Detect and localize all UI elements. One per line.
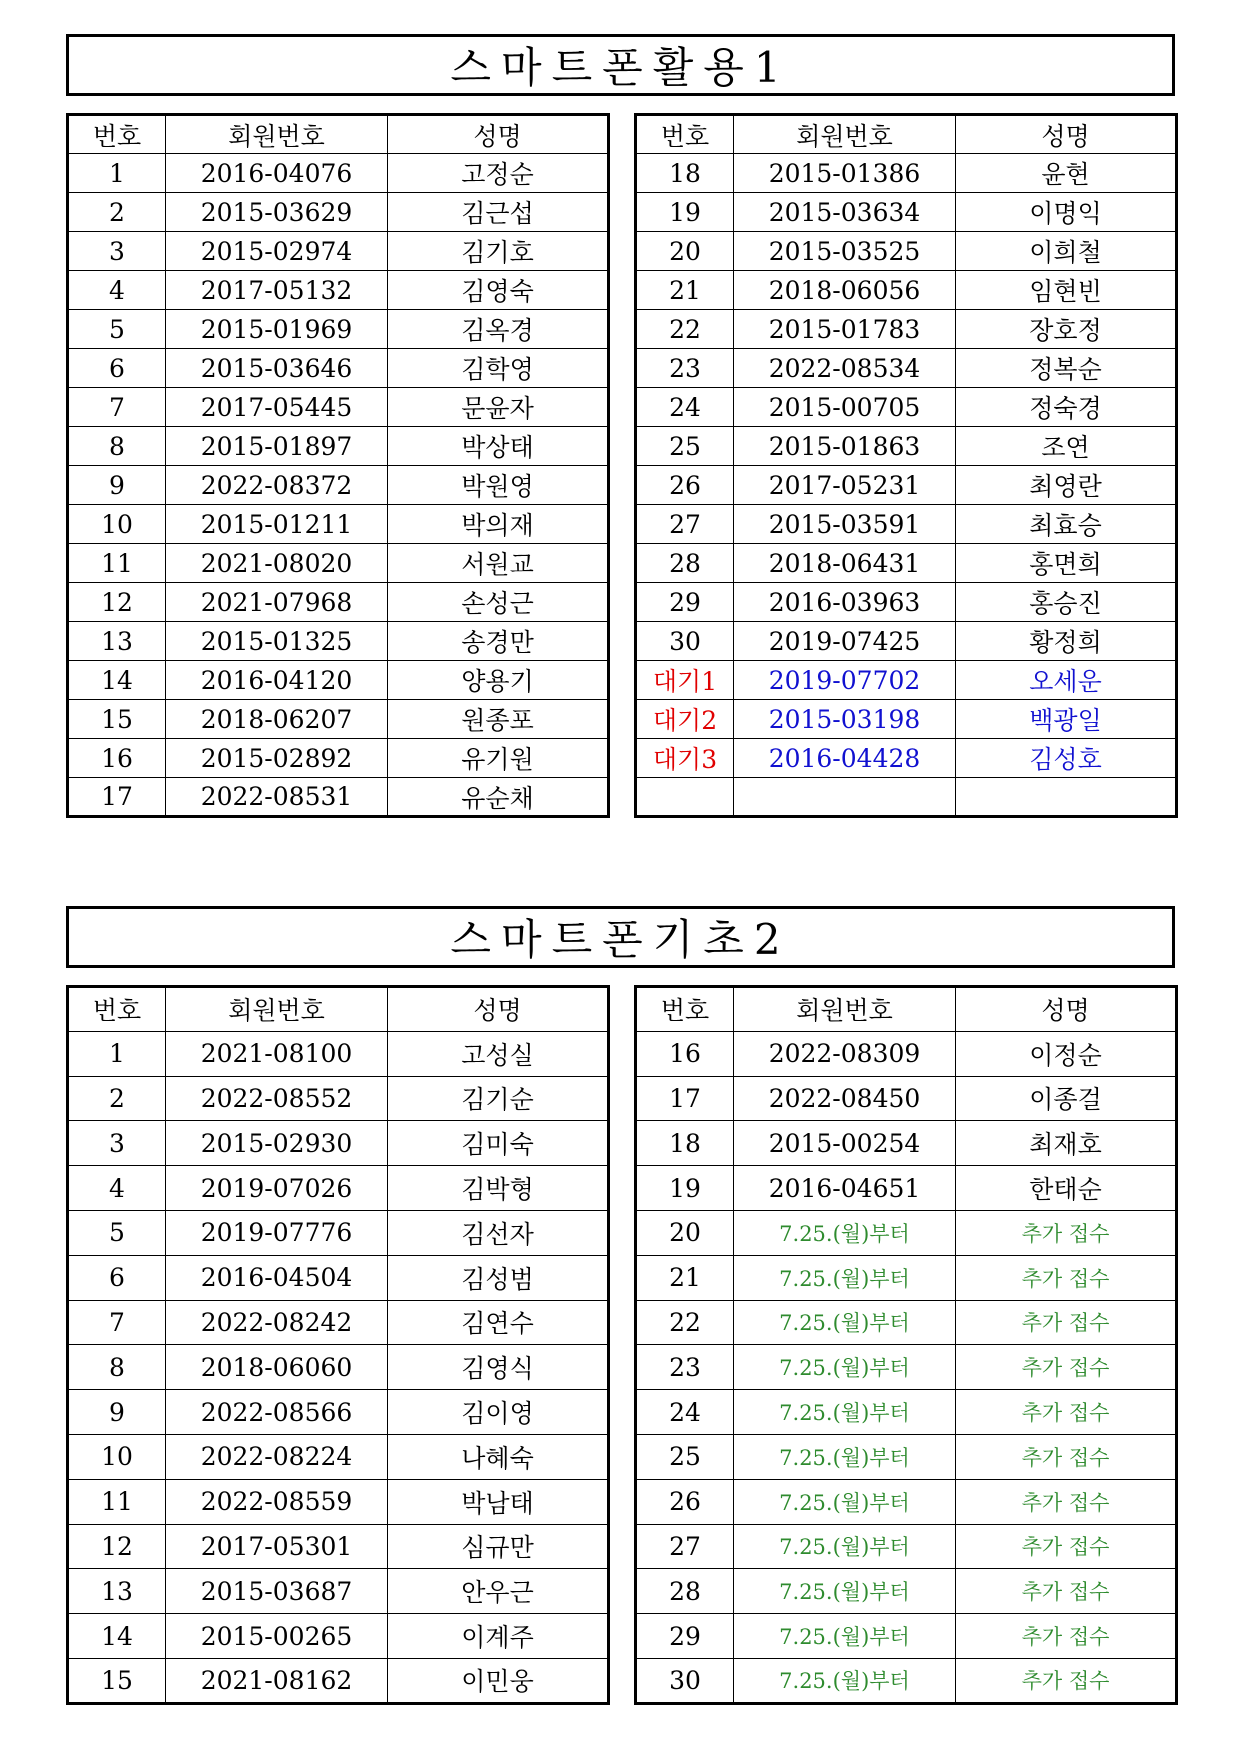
cell-name: 정숙경: [956, 388, 1177, 427]
table-row: [636, 193, 1177, 232]
cell-name: 황정희: [956, 622, 1177, 661]
cell-number: 21: [636, 271, 734, 310]
cell-name: 추가 접수: [956, 1614, 1177, 1659]
cell-name: 박남태: [388, 1479, 609, 1524]
cell-name: 추가 접수: [956, 1255, 1177, 1300]
cell-name: 추가 접수: [956, 1569, 1177, 1614]
cell-member-id: 2018-06431: [734, 544, 956, 583]
table-row: [68, 349, 609, 388]
cell-member-id: 2022-08531: [166, 778, 388, 817]
cell-name: 백광일: [956, 700, 1177, 739]
cell-number: 6: [68, 1255, 166, 1300]
cell-name: 추가 접수: [956, 1434, 1177, 1479]
cell-member-id: 7.25.(월)부터: [734, 1569, 956, 1614]
cell-number: 7: [68, 1300, 166, 1345]
cell-member-id: 7.25.(월)부터: [734, 1524, 956, 1569]
cell-member-id: [734, 778, 956, 817]
table-row: [68, 778, 609, 817]
cell-name: 양용기: [388, 661, 609, 700]
cell-number: 16: [68, 739, 166, 778]
table-row: [636, 700, 1177, 739]
cell-member-id: 2022-08534: [734, 349, 956, 388]
cell-member-id: 7.25.(월)부터: [734, 1345, 956, 1390]
cell-number: 18: [636, 1121, 734, 1166]
header-number: 번호: [636, 115, 734, 154]
cell-number: 5: [68, 310, 166, 349]
cell-name: 김기호: [388, 232, 609, 271]
cell-number: 21: [636, 1255, 734, 1300]
table-row: [636, 1031, 1177, 1076]
table-row: [68, 661, 609, 700]
section2-title: 스마트폰기초2: [66, 906, 1175, 968]
cell-member-id: 7.25.(월)부터: [734, 1390, 956, 1435]
cell-number: 2: [68, 193, 166, 232]
table-row: [68, 739, 609, 778]
table-row: [68, 310, 609, 349]
cell-number: 26: [636, 1479, 734, 1524]
cell-number: 13: [68, 622, 166, 661]
cell-name: 홍승진: [956, 583, 1177, 622]
table-row: [636, 778, 1177, 817]
table-row: [68, 505, 609, 544]
table-row: [68, 544, 609, 583]
table-row: [68, 466, 609, 505]
cell-member-id: 7.25.(월)부터: [734, 1300, 956, 1345]
cell-member-id: 2021-08020: [166, 544, 388, 583]
cell-name: 김이영: [388, 1390, 609, 1435]
table-row: [636, 1479, 1177, 1524]
table-row: [68, 1031, 609, 1076]
table-header-row: [636, 115, 1177, 154]
table-row: [636, 1076, 1177, 1121]
cell-number: 30: [636, 622, 734, 661]
table-row: [636, 232, 1177, 271]
cell-name: 이계주: [388, 1614, 609, 1659]
header-name: 성명: [388, 115, 609, 154]
cell-number: 26: [636, 466, 734, 505]
table-row: [636, 1658, 1177, 1703]
table-row: [636, 310, 1177, 349]
table-row: [636, 154, 1177, 193]
cell-member-id: 2015-00705: [734, 388, 956, 427]
table-row: [636, 349, 1177, 388]
cell-number: 28: [636, 1569, 734, 1614]
cell-member-id: 2015-01863: [734, 427, 956, 466]
table-row: [68, 193, 609, 232]
table-row: [636, 1345, 1177, 1390]
table-row: [68, 1524, 609, 1569]
cell-member-id: 2015-01969: [166, 310, 388, 349]
table-row: [636, 1300, 1177, 1345]
section2-left-table: [66, 985, 610, 1705]
cell-name: 김성범: [388, 1255, 609, 1300]
cell-member-id: 2022-08242: [166, 1300, 388, 1345]
cell-number: 7: [68, 388, 166, 427]
table-row: [68, 1210, 609, 1255]
table-row: [636, 466, 1177, 505]
table-row: [68, 1434, 609, 1479]
table-row: [68, 1121, 609, 1166]
cell-number: 19: [636, 1166, 734, 1211]
table-row: [636, 583, 1177, 622]
header-member-id: 회원번호: [166, 987, 388, 1032]
cell-member-id: 2015-02974: [166, 232, 388, 271]
table-row: [636, 505, 1177, 544]
cell-member-id: 7.25.(월)부터: [734, 1434, 956, 1479]
table-row: [636, 1121, 1177, 1166]
cell-name: 나혜숙: [388, 1434, 609, 1479]
header-name: 성명: [388, 987, 609, 1032]
table-row: [636, 544, 1177, 583]
cell-name: 최영란: [956, 466, 1177, 505]
cell-member-id: 2022-08372: [166, 466, 388, 505]
table-row: [636, 1614, 1177, 1659]
cell-name: 한태순: [956, 1166, 1177, 1211]
cell-number: 17: [636, 1076, 734, 1121]
cell-name: 오세운: [956, 661, 1177, 700]
section1-left-table: [66, 113, 610, 818]
cell-number: 9: [68, 466, 166, 505]
cell-number: 20: [636, 232, 734, 271]
cell-name: 추가 접수: [956, 1524, 1177, 1569]
cell-name: 고정순: [388, 154, 609, 193]
cell-name: 김영식: [388, 1345, 609, 1390]
cell-number: 4: [68, 1166, 166, 1211]
cell-number: 8: [68, 427, 166, 466]
header-member-id: 회원번호: [166, 115, 388, 154]
cell-member-id: 7.25.(월)부터: [734, 1479, 956, 1524]
cell-name: 손성근: [388, 583, 609, 622]
cell-number: 9: [68, 1390, 166, 1435]
table-row: [68, 1345, 609, 1390]
cell-member-id: 2022-08566: [166, 1390, 388, 1435]
cell-number: 2: [68, 1076, 166, 1121]
cell-number: 25: [636, 427, 734, 466]
cell-name: 정복순: [956, 349, 1177, 388]
cell-number: 30: [636, 1658, 734, 1703]
cell-number: 8: [68, 1345, 166, 1390]
cell-number: 25: [636, 1434, 734, 1479]
table-row: [636, 427, 1177, 466]
cell-number: 1: [68, 1031, 166, 1076]
cell-member-id: 2015-02930: [166, 1121, 388, 1166]
table-row: [636, 1255, 1177, 1300]
cell-member-id: 2016-04076: [166, 154, 388, 193]
table-row: [68, 271, 609, 310]
cell-name: 이종걸: [956, 1076, 1177, 1121]
cell-name: 추가 접수: [956, 1658, 1177, 1703]
cell-member-id: 2015-03687: [166, 1569, 388, 1614]
table-row: [636, 388, 1177, 427]
cell-number: 27: [636, 1524, 734, 1569]
cell-name: 김미숙: [388, 1121, 609, 1166]
table-row: [68, 1076, 609, 1121]
cell-member-id: 2015-01386: [734, 154, 956, 193]
table-row: [68, 1300, 609, 1345]
cell-name: 유기원: [388, 739, 609, 778]
cell-member-id: 2015-00265: [166, 1614, 388, 1659]
cell-number: 17: [68, 778, 166, 817]
cell-member-id: 2016-03963: [734, 583, 956, 622]
cell-number: 22: [636, 1300, 734, 1345]
cell-number: 16: [636, 1031, 734, 1076]
section1-right-table: [634, 113, 1178, 818]
cell-member-id: 7.25.(월)부터: [734, 1614, 956, 1659]
cell-name: 김옥경: [388, 310, 609, 349]
table-row: [68, 1569, 609, 1614]
section1-title: 스마트폰활용1: [66, 34, 1175, 96]
cell-member-id: 2015-00254: [734, 1121, 956, 1166]
cell-number: 19: [636, 193, 734, 232]
cell-number: 23: [636, 349, 734, 388]
cell-name: 김연수: [388, 1300, 609, 1345]
table-row: [68, 232, 609, 271]
header-name: 성명: [956, 987, 1177, 1032]
table-row: [68, 1614, 609, 1659]
header-member-id: 회원번호: [734, 115, 956, 154]
header-number: 번호: [68, 987, 166, 1032]
cell-name: 서원교: [388, 544, 609, 583]
cell-name: 김성호: [956, 739, 1177, 778]
cell-number: 4: [68, 271, 166, 310]
cell-name: 김영숙: [388, 271, 609, 310]
cell-member-id: 2021-08162: [166, 1658, 388, 1703]
cell-member-id: 2019-07425: [734, 622, 956, 661]
header-member-id: 회원번호: [734, 987, 956, 1032]
table-row: [68, 1479, 609, 1524]
table-row: [68, 1255, 609, 1300]
cell-member-id: 2015-01325: [166, 622, 388, 661]
header-name: 성명: [956, 115, 1177, 154]
cell-number: 6: [68, 349, 166, 388]
cell-member-id: 2015-01783: [734, 310, 956, 349]
table-row: [636, 1569, 1177, 1614]
table-row: [68, 154, 609, 193]
cell-member-id: 2015-03591: [734, 505, 956, 544]
cell-number: 24: [636, 388, 734, 427]
cell-number: 20: [636, 1210, 734, 1255]
cell-name: 이정순: [956, 1031, 1177, 1076]
cell-number: 5: [68, 1210, 166, 1255]
table-row: [636, 1524, 1177, 1569]
cell-name: 최효승: [956, 505, 1177, 544]
cell-name: 김선자: [388, 1210, 609, 1255]
table-row: [636, 1434, 1177, 1479]
table-row: [636, 271, 1177, 310]
cell-member-id: 2019-07776: [166, 1210, 388, 1255]
cell-name: 김박형: [388, 1166, 609, 1211]
cell-number: 대기1: [636, 661, 734, 700]
cell-number: [636, 778, 734, 817]
cell-name: 추가 접수: [956, 1210, 1177, 1255]
cell-number: 14: [68, 661, 166, 700]
cell-name: 김근섭: [388, 193, 609, 232]
cell-name: 원종포: [388, 700, 609, 739]
cell-member-id: 2017-05445: [166, 388, 388, 427]
cell-number: 대기2: [636, 700, 734, 739]
cell-member-id: 2016-04428: [734, 739, 956, 778]
cell-member-id: 2015-02892: [166, 739, 388, 778]
cell-name: 고성실: [388, 1031, 609, 1076]
cell-name: 이희철: [956, 232, 1177, 271]
table-row: [68, 700, 609, 739]
cell-number: 13: [68, 1569, 166, 1614]
table-row: [68, 1390, 609, 1435]
cell-member-id: 2017-05301: [166, 1524, 388, 1569]
cell-number: 12: [68, 583, 166, 622]
cell-name: 안우근: [388, 1569, 609, 1614]
cell-number: 18: [636, 154, 734, 193]
cell-name: 추가 접수: [956, 1300, 1177, 1345]
cell-member-id: 7.25.(월)부터: [734, 1210, 956, 1255]
table-row: [68, 427, 609, 466]
cell-member-id: 2017-05132: [166, 271, 388, 310]
cell-name: 윤현: [956, 154, 1177, 193]
cell-number: 29: [636, 583, 734, 622]
cell-member-id: 2021-07968: [166, 583, 388, 622]
cell-member-id: 2022-08552: [166, 1076, 388, 1121]
table-row: [68, 583, 609, 622]
table-row: [636, 739, 1177, 778]
cell-member-id: 2015-03646: [166, 349, 388, 388]
table-row: [636, 661, 1177, 700]
cell-name: 임현빈: [956, 271, 1177, 310]
header-number: 번호: [68, 115, 166, 154]
cell-number: 10: [68, 505, 166, 544]
cell-member-id: 2019-07702: [734, 661, 956, 700]
cell-number: 3: [68, 1121, 166, 1166]
cell-number: 15: [68, 700, 166, 739]
table-row: [636, 1166, 1177, 1211]
cell-number: 23: [636, 1345, 734, 1390]
cell-member-id: 2018-06060: [166, 1345, 388, 1390]
cell-number: 11: [68, 544, 166, 583]
table-row: [636, 1390, 1177, 1435]
cell-member-id: 2015-01211: [166, 505, 388, 544]
cell-number: 15: [68, 1658, 166, 1703]
cell-name: 박원영: [388, 466, 609, 505]
cell-member-id: 2015-03634: [734, 193, 956, 232]
cell-number: 24: [636, 1390, 734, 1435]
cell-number: 27: [636, 505, 734, 544]
cell-name: [956, 778, 1177, 817]
table-header-row: [68, 987, 609, 1032]
table-row: [636, 1210, 1177, 1255]
cell-name: 조연: [956, 427, 1177, 466]
header-number: 번호: [636, 987, 734, 1032]
table-row: [68, 622, 609, 661]
cell-member-id: 2022-08559: [166, 1479, 388, 1524]
section2-right-table: [634, 985, 1178, 1705]
cell-member-id: 2015-03198: [734, 700, 956, 739]
cell-member-id: 2016-04651: [734, 1166, 956, 1211]
cell-name: 홍면희: [956, 544, 1177, 583]
table-header-row: [636, 987, 1177, 1032]
cell-member-id: 2016-04504: [166, 1255, 388, 1300]
cell-member-id: 2021-08100: [166, 1031, 388, 1076]
cell-number: 28: [636, 544, 734, 583]
cell-number: 1: [68, 154, 166, 193]
cell-member-id: 2022-08309: [734, 1031, 956, 1076]
cell-number: 대기3: [636, 739, 734, 778]
cell-number: 10: [68, 1434, 166, 1479]
cell-member-id: 2017-05231: [734, 466, 956, 505]
cell-number: 3: [68, 232, 166, 271]
cell-number: 14: [68, 1614, 166, 1659]
cell-name: 박상태: [388, 427, 609, 466]
table-row: [68, 388, 609, 427]
cell-member-id: 2015-03525: [734, 232, 956, 271]
cell-name: 추가 접수: [956, 1390, 1177, 1435]
cell-name: 김기순: [388, 1076, 609, 1121]
cell-name: 박의재: [388, 505, 609, 544]
cell-name: 심규만: [388, 1524, 609, 1569]
cell-member-id: 2018-06207: [166, 700, 388, 739]
cell-name: 유순채: [388, 778, 609, 817]
table-row: [636, 622, 1177, 661]
cell-name: 장호정: [956, 310, 1177, 349]
table-row: [68, 1166, 609, 1211]
table-header-row: [68, 115, 609, 154]
cell-number: 29: [636, 1614, 734, 1659]
cell-member-id: 2015-01897: [166, 427, 388, 466]
cell-member-id: 2015-03629: [166, 193, 388, 232]
cell-name: 송경만: [388, 622, 609, 661]
cell-member-id: 7.25.(월)부터: [734, 1658, 956, 1703]
cell-name: 문윤자: [388, 388, 609, 427]
cell-name: 추가 접수: [956, 1345, 1177, 1390]
cell-number: 12: [68, 1524, 166, 1569]
cell-name: 이명익: [956, 193, 1177, 232]
cell-name: 최재호: [956, 1121, 1177, 1166]
table-row: [68, 1658, 609, 1703]
cell-member-id: 2022-08224: [166, 1434, 388, 1479]
cell-member-id: 2022-08450: [734, 1076, 956, 1121]
cell-member-id: 2019-07026: [166, 1166, 388, 1211]
cell-name: 추가 접수: [956, 1479, 1177, 1524]
cell-number: 22: [636, 310, 734, 349]
cell-member-id: 7.25.(월)부터: [734, 1255, 956, 1300]
cell-member-id: 2016-04120: [166, 661, 388, 700]
cell-name: 김학영: [388, 349, 609, 388]
cell-name: 이민웅: [388, 1658, 609, 1703]
cell-member-id: 2018-06056: [734, 271, 956, 310]
cell-number: 11: [68, 1479, 166, 1524]
